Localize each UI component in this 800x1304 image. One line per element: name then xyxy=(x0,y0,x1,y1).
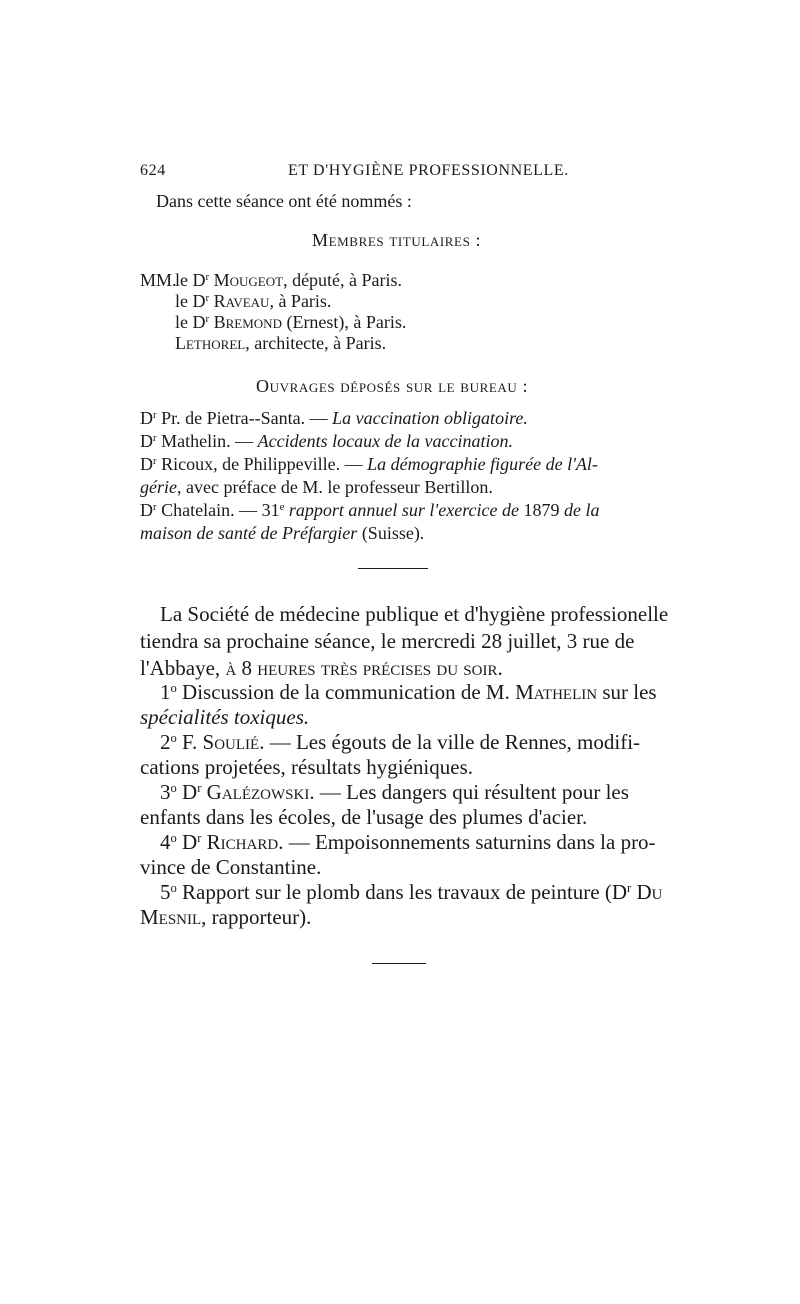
agenda-item: 3$^o$ $D^r$ Galézowski. — Les dangers qui résultent pour les xyxy=(160,780,629,804)
member-name: Mougeot xyxy=(213,270,284,290)
agenda-item-continued: vince de Constantine. xyxy=(140,855,322,879)
members-prefix: MM. xyxy=(140,270,177,290)
agenda-item-continued: spécialités toxiques. xyxy=(140,705,310,729)
page-number: 624 xyxy=(140,162,166,179)
members-heading: Membres titulaires : xyxy=(312,230,482,250)
work-entry: $D^r$ Pr. de Pietra--Santa. — La vaccination obligatoire. xyxy=(140,408,528,428)
agenda-item: 2$^o$ F. Soulié. — Les égouts de la ville de Rennes, modifi- xyxy=(160,730,641,754)
section-divider xyxy=(358,568,428,569)
work-entry-continued: gérie, avec préface de M. le professeur Bertillon. xyxy=(140,477,493,497)
agenda-item-continued: enfants dans les écoles, de l'usage des plumes d'acier. xyxy=(140,805,588,829)
announcement-line: tiendra sa prochaine séance, le mercredi 28 juillet, 3 rue de xyxy=(140,629,635,653)
running-header xyxy=(140,162,668,186)
work-entry: $D^r$ Mathelin. — Accidents locaux de la vaccination. xyxy=(140,431,514,451)
closing-divider xyxy=(372,963,426,964)
work-entry: $D^r$ Ricoux, de Philippeville. — La démographie figurée de l'Al- xyxy=(140,454,598,474)
member-item: le $D^r$ Raveau, à Paris. xyxy=(175,291,332,311)
work-title: La démographie figurée de l'Al- xyxy=(367,454,598,474)
member-name: Lethorel xyxy=(175,333,246,353)
member-name: Bremond xyxy=(213,312,282,332)
work-title: Accidents locaux de la vaccination. xyxy=(257,431,514,451)
member-item: Lethorel, architecte, à Paris. xyxy=(175,333,387,353)
works-heading: Ouvrages déposés sur le bureau : xyxy=(256,376,529,396)
member-item: le $D^r$ Mougeot, député, à Paris. xyxy=(175,270,403,290)
intro-line: Dans cette séance ont été nommés : xyxy=(156,191,412,211)
work-entry: $D^r$ Chatelain. — 31e rapport annuel sur l'exercice de 1879 de la xyxy=(140,500,600,520)
agenda-item: 4$^o$ $D^r$ Richard. — Empoisonnements saturnins dans la pro- xyxy=(160,830,656,854)
announcement-line: La Société de médecine publique et d'hygiène professionelle xyxy=(160,602,669,626)
agenda-item-continued: cations projetées, résultats hygiéniques. xyxy=(140,755,473,779)
member-name: Raveau xyxy=(213,291,270,311)
agenda-item: 5$^o$ Rapport sur le plomb dans les travaux de peinture ($D^r$ Du xyxy=(160,880,663,904)
work-title: La vaccination obligatoire. xyxy=(332,408,528,428)
announcement-line: l'Abbaye, à 8 heures très précises du soir. xyxy=(140,656,503,680)
member-item: le $D^r$ Bremond (Ernest), à Paris. xyxy=(175,312,407,332)
agenda-item-continued: Mesnil, rapporteur). xyxy=(140,905,312,929)
work-entry-continued: maison de santé de Préfargier (Suisse). xyxy=(140,523,425,543)
running-title: ET D'HYGIÈNE PROFESSIONNELLE. xyxy=(288,162,569,179)
agenda-item: 1$^o$ Discussion de la communication de M. Mathelin sur les xyxy=(160,680,657,704)
